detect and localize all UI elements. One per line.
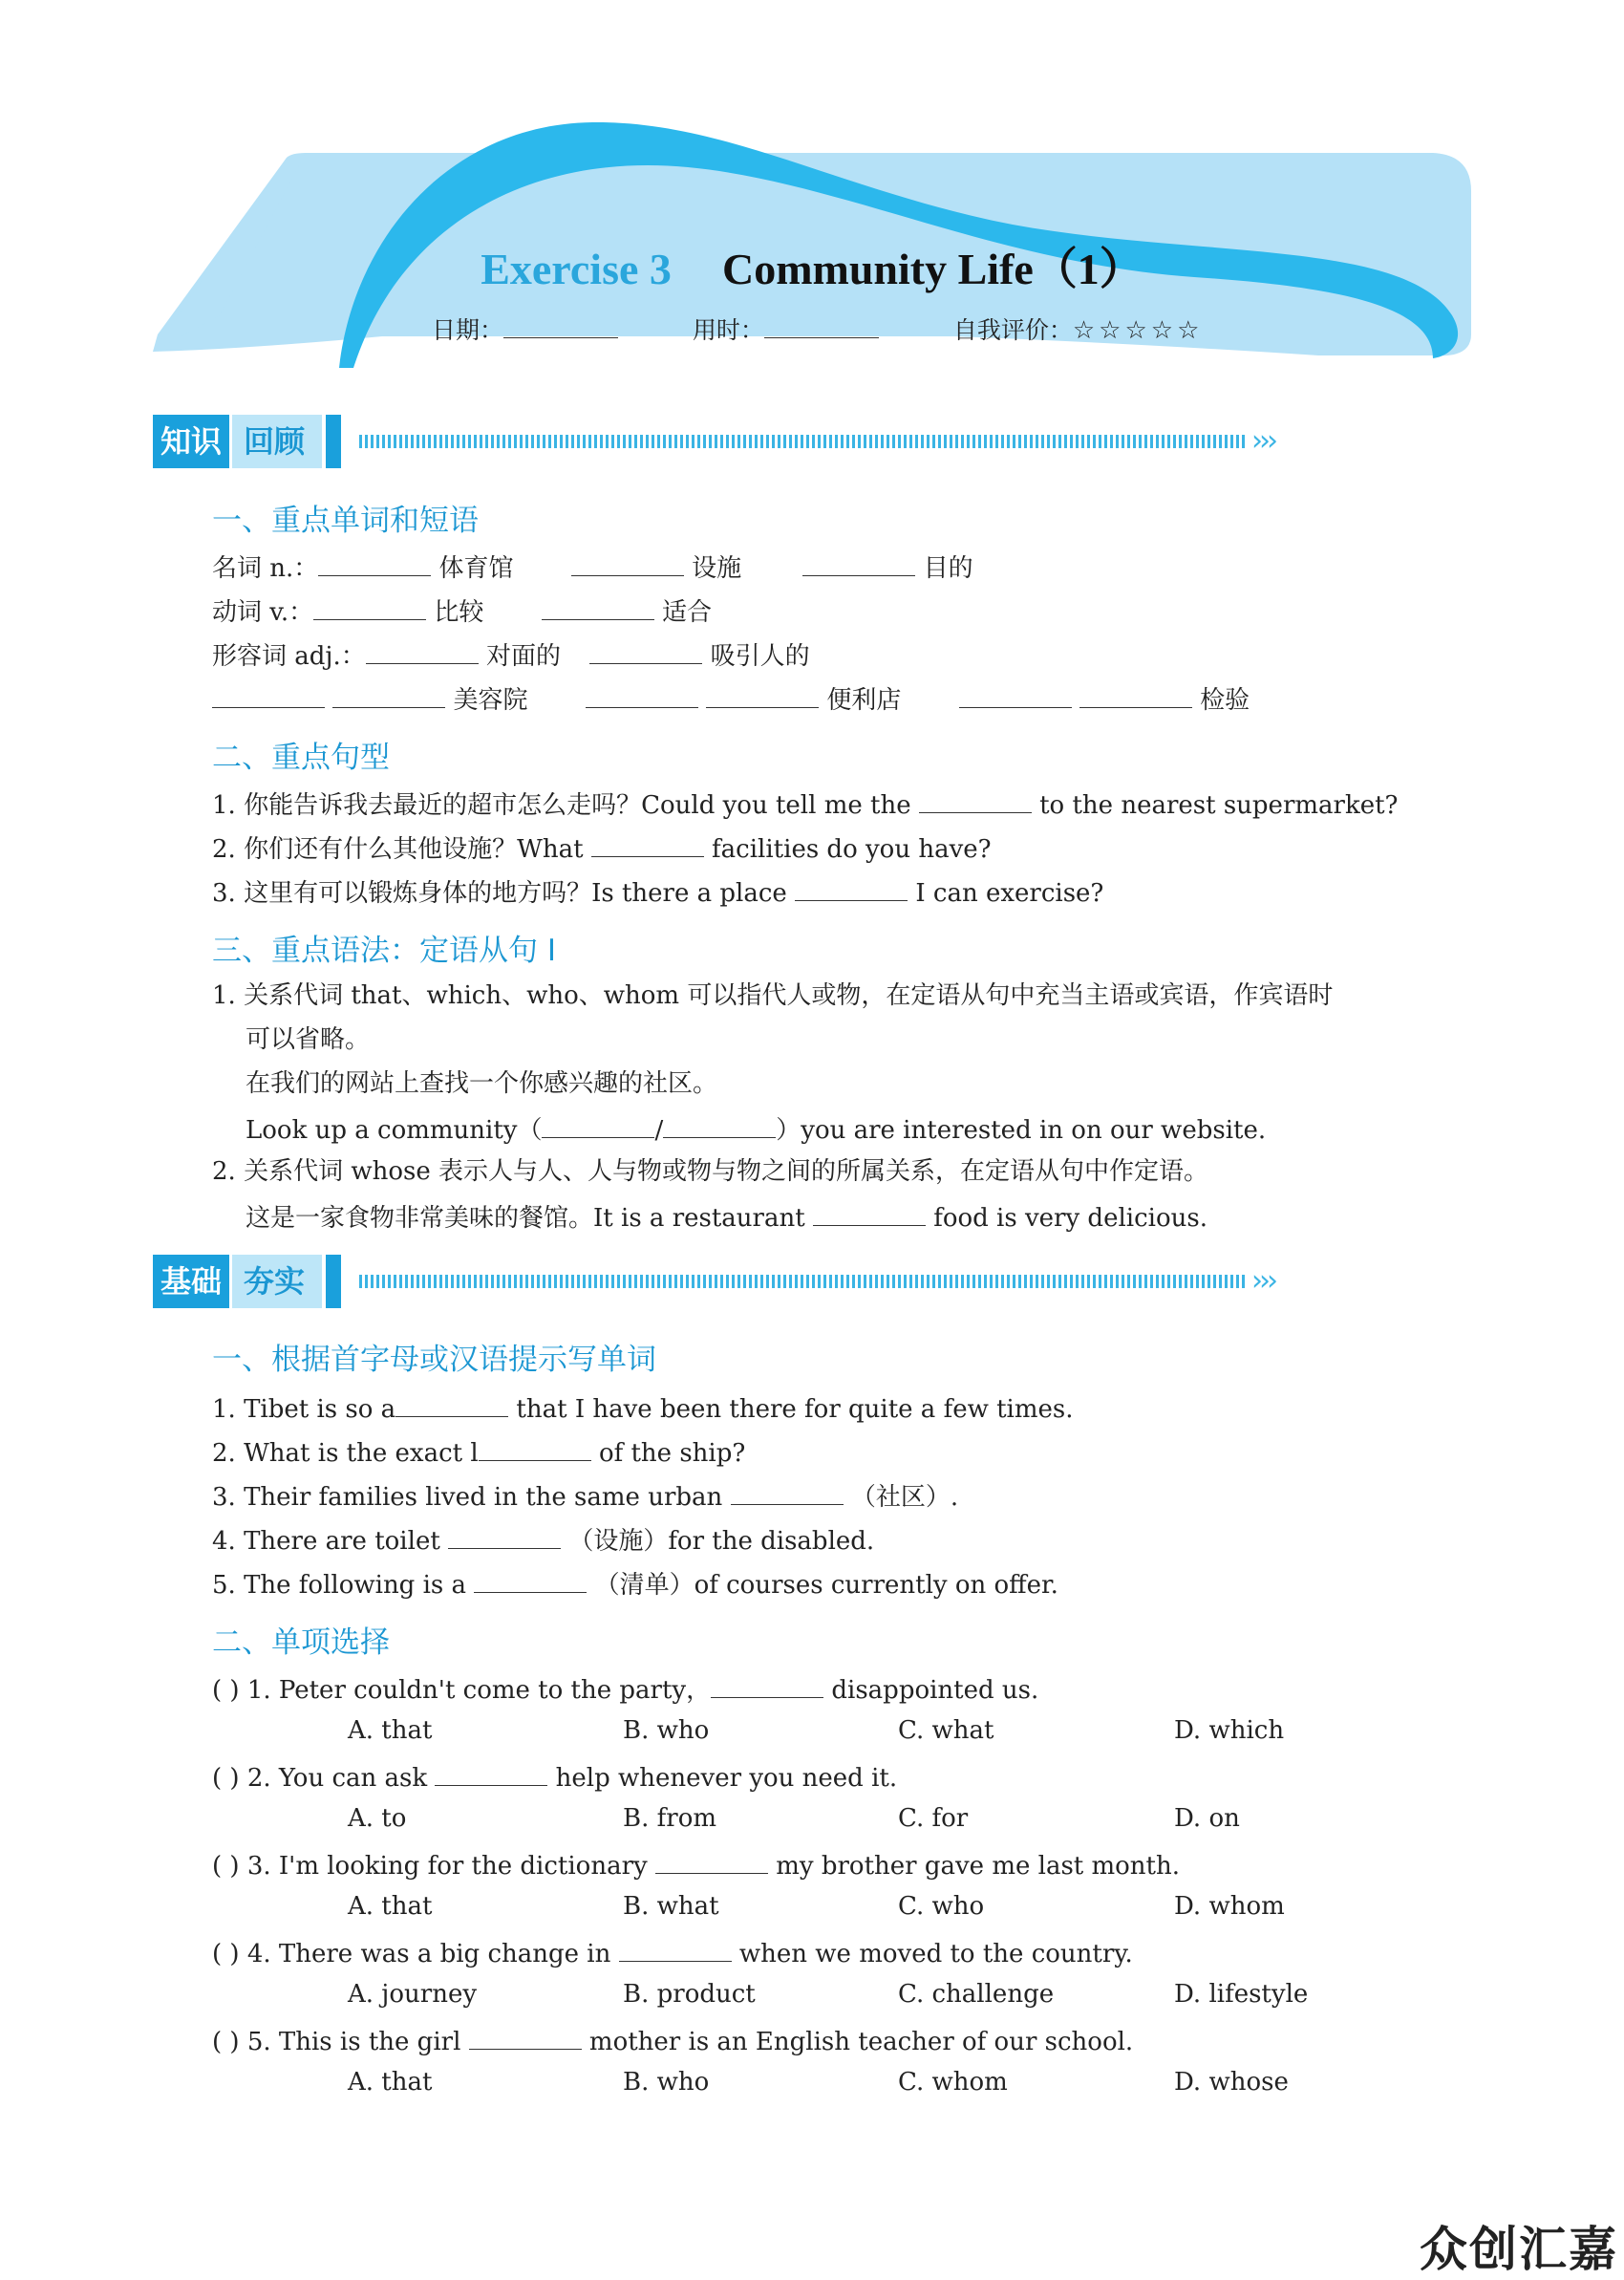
mc-option[interactable]: B. what xyxy=(623,1892,719,1921)
mc-option[interactable]: C. who xyxy=(898,1892,985,1921)
mc-option[interactable]: D. whom xyxy=(1174,1892,1285,1921)
part-title-fill: 一、根据首字母或汉语提示写单词 xyxy=(212,1343,656,1377)
mc-option[interactable]: A. that xyxy=(348,2068,433,2097)
section-banner-basic xyxy=(153,1255,1299,1308)
mc-question: ( ) 4. There was a big change in when we moved to the country. xyxy=(212,1936,1133,1969)
grammar-rule-1-cont: 可以省略。 xyxy=(246,1025,371,1054)
eval-label: 自我评价： xyxy=(952,316,1073,344)
rating-stars[interactable]: ☆☆☆☆☆ xyxy=(1072,316,1204,345)
mc-option[interactable]: C. for xyxy=(898,1804,969,1833)
date-blank[interactable] xyxy=(503,312,618,338)
worksheet-title xyxy=(0,234,1624,297)
answer-bracket[interactable]: ( ) xyxy=(212,1852,240,1881)
fill-item: 4. There are toilet （设施）for the disabled. xyxy=(212,1523,874,1557)
answer-bracket[interactable]: ( ) xyxy=(212,2028,240,2056)
mc-option[interactable]: A. to xyxy=(348,1804,407,1833)
vocab-phrase-line: 美容院 便利店 检验 xyxy=(212,682,1250,716)
mc-option[interactable]: A. journey xyxy=(348,1980,478,2009)
answer-bracket[interactable]: ( ) xyxy=(212,1676,240,1705)
section-banner-review xyxy=(153,415,1299,468)
mc-option[interactable]: C. what xyxy=(898,1716,994,1745)
dashed-divider xyxy=(359,435,1248,448)
dashed-divider xyxy=(359,1275,1248,1288)
grammar-example-en: Look up a community（ / ）you are interested in on our website. xyxy=(246,1112,1266,1146)
grammar-rule-1: 1. 关系代词 that、which、who、whom 可以指代人或物，在定语从句中充当主语或宾语，作宾语时 xyxy=(212,981,1334,1010)
sentence-item: 3. 这里有可以锻炼身体的地方吗？Is there a place I can exercise? xyxy=(212,875,1103,909)
section-tag-2: 回顾 xyxy=(229,415,322,468)
grammar-example-2: 这是一家食物非常美味的餐馆。It is a restaurant food is very delicious. xyxy=(246,1200,1207,1234)
mc-option[interactable]: B. who xyxy=(623,2068,710,2097)
fill-item: 1. Tibet is so a that I have been there for quite a few times. xyxy=(212,1391,1074,1425)
mc-option[interactable]: C. challenge xyxy=(898,1980,1055,2009)
mc-option[interactable]: D. which xyxy=(1174,1716,1285,1745)
mc-option[interactable]: D. lifestyle xyxy=(1174,1980,1309,2009)
mc-question: ( ) 3. I'm looking for the dictionary my brother gave me last month. xyxy=(212,1848,1180,1882)
part-title-choice: 二、单项选择 xyxy=(212,1625,390,1660)
part-title-grammar: 三、重点语法：定语从句 Ⅰ xyxy=(212,934,556,968)
mc-question: ( ) 2. You can ask help whenever you need it. xyxy=(212,1760,897,1794)
mc-option[interactable]: B. product xyxy=(623,1980,756,2009)
mc-option[interactable]: B. who xyxy=(623,1716,710,1745)
mc-option[interactable]: A. that xyxy=(348,1892,433,1921)
answer-bracket[interactable]: ( ) xyxy=(212,1764,240,1793)
section-tag-1: 知识 xyxy=(153,415,229,468)
vocab-verb-line: 动词 v.： 比较 适合 xyxy=(212,594,712,628)
answer-bracket[interactable]: ( ) xyxy=(212,1940,240,1968)
sentence-item: 2. 你们还有什么其他设施？What facilities do you have? xyxy=(212,831,992,865)
vocab-noun-line: 名词 n.： 体育馆 设施 目的 xyxy=(212,550,973,584)
mc-option[interactable]: B. from xyxy=(623,1804,716,1833)
chevron-right-icon: ››› xyxy=(1251,1264,1274,1298)
mc-option[interactable]: D. on xyxy=(1174,1804,1240,1833)
meta-row xyxy=(432,312,1203,346)
exercise-title: Community Life（1） xyxy=(721,245,1143,293)
section-tag-2: 夯实 xyxy=(229,1255,322,1308)
watermark-logo: 众创汇嘉 xyxy=(1420,2222,1618,2277)
part-title-sentences: 二、重点句型 xyxy=(212,741,390,775)
mc-option[interactable]: A. that xyxy=(348,1716,433,1745)
chevron-right-icon: ››› xyxy=(1251,424,1274,458)
time-label: 用时： xyxy=(692,316,764,344)
mc-question: ( ) 1. Peter couldn't come to the party， disappointed us. xyxy=(212,1672,1038,1706)
mc-question: ( ) 5. This is the girl mother is an English teacher of our school. xyxy=(212,2024,1133,2057)
exercise-number: Exercise 3 xyxy=(481,245,672,293)
mc-option[interactable]: D. whose xyxy=(1174,2068,1289,2097)
fill-item: 5. The following is a （清单）of courses currently on offer. xyxy=(212,1567,1058,1601)
vocab-adj-line: 形容词 adj.： 对面的 吸引人的 xyxy=(212,638,810,672)
part-title-vocab: 一、重点单词和短语 xyxy=(212,504,479,538)
fill-item: 2. What is the exact l of the ship? xyxy=(212,1435,745,1469)
mc-option[interactable]: C. whom xyxy=(898,2068,1008,2097)
time-blank[interactable] xyxy=(764,312,879,338)
sentence-item: 1. 你能告诉我去最近的超市怎么走吗？Could you tell me the to the nearest supermarket? xyxy=(212,787,1398,821)
date-label: 日期： xyxy=(432,316,504,344)
section-tag-1: 基础 xyxy=(153,1255,229,1308)
grammar-rule-2: 2. 关系代词 whose 表示人与人、人与物或物与物之间的所属关系，在定语从句中作定语。 xyxy=(212,1157,1208,1186)
grammar-example-zh: 在我们的网站上查找一个你感兴趣的社区。 xyxy=(246,1069,718,1098)
fill-item: 3. Their families lived in the same urban （社区）. xyxy=(212,1479,958,1513)
